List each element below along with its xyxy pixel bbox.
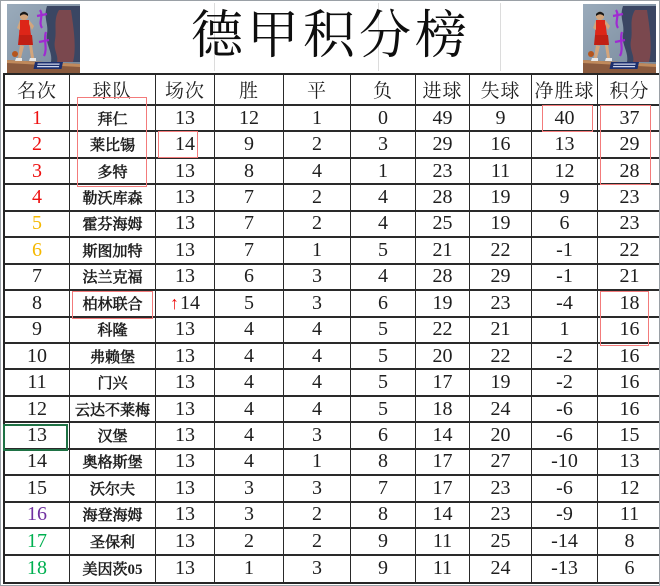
points-cell[interactable]: 23 <box>598 212 660 238</box>
goals-against-cell[interactable]: 19 <box>470 185 532 211</box>
played-cell[interactable]: 13 <box>156 318 215 344</box>
team-cell[interactable]: 多特 <box>70 159 156 185</box>
goals-against-cell[interactable]: 21 <box>470 318 532 344</box>
goal-diff-cell[interactable]: -6 <box>532 423 598 449</box>
played-cell[interactable]: 13 <box>156 450 215 476</box>
column-header-loss[interactable]: 负 <box>351 75 416 106</box>
played-cell[interactable]: 13 <box>156 265 215 291</box>
played-cell[interactable]: 13 <box>156 529 215 555</box>
loss-cell[interactable]: 5 <box>351 397 416 423</box>
goals-for-cell[interactable]: 19 <box>416 291 470 317</box>
column-header-draw[interactable]: 平 <box>284 75 351 106</box>
goals-against-cell[interactable]: 19 <box>470 370 532 396</box>
played-cell[interactable]: 13 <box>156 556 215 582</box>
goals-against-cell[interactable]: 23 <box>470 291 532 317</box>
rank-cell[interactable]: 6 <box>5 238 70 264</box>
goal-diff-cell[interactable]: -2 <box>532 370 598 396</box>
goals-for-cell[interactable]: 28 <box>416 185 470 211</box>
loss-cell[interactable]: 7 <box>351 476 416 502</box>
page-title: 德甲积分榜 <box>190 8 471 65</box>
draw-cell[interactable]: 2 <box>284 185 351 211</box>
win-cell[interactable]: 7 <box>215 212 284 238</box>
rank-cell[interactable]: 13 <box>5 423 70 449</box>
goal-diff-cell[interactable]: 6 <box>532 212 598 238</box>
loss-cell[interactable]: 5 <box>351 344 416 370</box>
points-cell[interactable]: 21 <box>598 265 660 291</box>
goals-for-cell[interactable]: 22 <box>416 318 470 344</box>
team-cell[interactable]: 汉堡 <box>70 423 156 449</box>
points-cell[interactable]: 6 <box>598 556 660 582</box>
played-cell[interactable]: 13 <box>156 370 215 396</box>
goals-for-cell[interactable]: 14 <box>416 423 470 449</box>
goals-against-cell[interactable]: 29 <box>470 265 532 291</box>
draw-cell[interactable]: 3 <box>284 556 351 582</box>
draw-cell[interactable]: 4 <box>284 397 351 423</box>
column-header-win[interactable]: 胜 <box>215 75 284 106</box>
rank-cell[interactable]: 1 <box>5 106 70 132</box>
goals-against-cell[interactable]: 11 <box>470 159 532 185</box>
team-cell[interactable]: 奥格斯堡 <box>70 450 156 476</box>
rank-cell[interactable]: 11 <box>5 370 70 396</box>
points-cell[interactable]: 11 <box>598 503 660 529</box>
rank-up-arrow-icon: ↑ <box>170 293 179 314</box>
loss-cell[interactable]: 5 <box>351 238 416 264</box>
goals-against-cell[interactable]: 25 <box>470 529 532 555</box>
goals-for-cell[interactable]: 17 <box>416 476 470 502</box>
goal-diff-cell[interactable]: -2 <box>532 344 598 370</box>
loss-cell[interactable]: 8 <box>351 503 416 529</box>
points-cell[interactable]: 16 <box>598 344 660 370</box>
column-header-goals-for[interactable]: 进球 <box>416 75 470 106</box>
loss-cell[interactable]: 4 <box>351 212 416 238</box>
goals-for-cell[interactable]: 14 <box>416 503 470 529</box>
goals-against-cell[interactable]: 19 <box>470 212 532 238</box>
points-cell[interactable]: 15 <box>598 423 660 449</box>
points-cell[interactable]: 18 <box>598 291 660 317</box>
team-cell[interactable]: 斯图加特 <box>70 238 156 264</box>
win-cell[interactable]: 3 <box>215 503 284 529</box>
draw-cell[interactable]: 2 <box>284 503 351 529</box>
points-cell[interactable]: 12 <box>598 476 660 502</box>
goals-against-cell[interactable]: 22 <box>470 238 532 264</box>
rank-cell[interactable]: 7 <box>5 265 70 291</box>
draw-cell[interactable]: 2 <box>284 529 351 555</box>
rank-cell[interactable]: 8 <box>5 291 70 317</box>
win-cell[interactable]: 9 <box>215 132 284 158</box>
win-cell[interactable]: 7 <box>215 238 284 264</box>
loss-cell[interactable]: 0 <box>351 106 416 132</box>
goals-for-cell[interactable]: 17 <box>416 370 470 396</box>
goal-diff-cell[interactable]: -1 <box>532 238 598 264</box>
rank-cell[interactable]: 16 <box>5 503 70 529</box>
slam-dunk-artwork-right <box>583 4 656 74</box>
column-header-goal-diff[interactable]: 净胜球 <box>532 75 598 106</box>
column-header-team[interactable]: 球队 <box>70 75 156 106</box>
played-cell[interactable]: 13 <box>156 159 215 185</box>
goal-diff-cell[interactable]: 9 <box>532 185 598 211</box>
played-cell[interactable]: 13 <box>156 397 215 423</box>
loss-cell[interactable]: 4 <box>351 265 416 291</box>
draw-cell[interactable]: 4 <box>284 344 351 370</box>
goals-for-cell[interactable]: 23 <box>416 159 470 185</box>
points-cell[interactable]: 28 <box>598 159 660 185</box>
team-cell[interactable]: 勒沃库森 <box>70 185 156 211</box>
goals-against-cell[interactable]: 9 <box>470 106 532 132</box>
rank-cell[interactable]: 3 <box>5 159 70 185</box>
loss-cell[interactable]: 6 <box>351 423 416 449</box>
win-cell[interactable]: 5 <box>215 291 284 317</box>
draw-cell[interactable]: 1 <box>284 450 351 476</box>
loss-cell[interactable]: 3 <box>351 132 416 158</box>
team-cell[interactable]: 海登海姆 <box>70 503 156 529</box>
goals-for-cell[interactable]: 18 <box>416 397 470 423</box>
points-cell[interactable]: 13 <box>598 450 660 476</box>
team-cell[interactable]: 门兴 <box>70 370 156 396</box>
goal-diff-cell[interactable]: -9 <box>532 503 598 529</box>
rank-cell[interactable]: 12 <box>5 397 70 423</box>
win-cell[interactable]: 6 <box>215 265 284 291</box>
goals-for-cell[interactable]: 20 <box>416 344 470 370</box>
draw-cell[interactable]: 2 <box>284 132 351 158</box>
win-cell[interactable]: 8 <box>215 159 284 185</box>
column-header-rank[interactable]: 名次 <box>5 75 70 106</box>
goals-for-cell[interactable]: 17 <box>416 450 470 476</box>
draw-cell[interactable]: 3 <box>284 265 351 291</box>
played-cell[interactable]: 13 <box>156 238 215 264</box>
goals-against-cell[interactable]: 22 <box>470 344 532 370</box>
rank-cell[interactable]: 10 <box>5 344 70 370</box>
team-cell[interactable]: 云达不莱梅 <box>70 397 156 423</box>
played-cell[interactable]: 14 <box>156 132 215 158</box>
points-cell[interactable]: 22 <box>598 238 660 264</box>
goals-for-cell[interactable]: 28 <box>416 265 470 291</box>
goals-for-cell[interactable]: 49 <box>416 106 470 132</box>
win-cell[interactable]: 1 <box>215 556 284 582</box>
team-cell[interactable]: 拜仁 <box>70 106 156 132</box>
loss-cell[interactable]: 6 <box>351 291 416 317</box>
goals-against-cell[interactable]: 23 <box>470 503 532 529</box>
win-cell[interactable]: 4 <box>215 423 284 449</box>
win-cell[interactable]: 2 <box>215 529 284 555</box>
goals-against-cell[interactable]: 16 <box>470 132 532 158</box>
team-cell[interactable]: 圣保利 <box>70 529 156 555</box>
played-cell[interactable]: 13 <box>156 212 215 238</box>
rank-cell[interactable]: 18 <box>5 556 70 582</box>
points-cell[interactable]: 16 <box>598 370 660 396</box>
played-cell[interactable]: 13 <box>156 106 215 132</box>
team-cell[interactable]: 法兰克福 <box>70 265 156 291</box>
standings-table <box>3 73 659 584</box>
loss-cell[interactable]: 9 <box>351 556 416 582</box>
goal-diff-cell[interactable]: -4 <box>532 291 598 317</box>
goal-diff-cell[interactable]: 12 <box>532 159 598 185</box>
played-cell[interactable]: 13 <box>156 423 215 449</box>
draw-cell[interactable]: 4 <box>284 159 351 185</box>
draw-cell[interactable]: 4 <box>284 370 351 396</box>
win-cell[interactable]: 4 <box>215 344 284 370</box>
team-cell[interactable]: 弗赖堡 <box>70 344 156 370</box>
played-cell[interactable]: ↑ 14 <box>156 291 215 317</box>
slam-dunk-artwork-left <box>7 4 80 74</box>
rank-cell[interactable]: 9 <box>5 318 70 344</box>
draw-cell[interactable]: 3 <box>284 291 351 317</box>
loss-cell[interactable]: 1 <box>351 159 416 185</box>
rank-cell[interactable]: 2 <box>5 132 70 158</box>
team-cell[interactable]: 科隆 <box>70 318 156 344</box>
goals-for-cell[interactable]: 11 <box>416 529 470 555</box>
win-cell[interactable]: 4 <box>215 370 284 396</box>
draw-cell[interactable]: 2 <box>284 212 351 238</box>
goal-diff-cell[interactable]: 40 <box>532 106 598 132</box>
goals-against-cell[interactable]: 27 <box>470 450 532 476</box>
goals-for-cell[interactable]: 11 <box>416 556 470 582</box>
team-cell[interactable]: 霍芬海姆 <box>70 212 156 238</box>
goal-diff-cell[interactable]: -1 <box>532 265 598 291</box>
goals-against-cell[interactable]: 24 <box>470 397 532 423</box>
win-cell[interactable]: 12 <box>215 106 284 132</box>
goals-against-cell[interactable]: 23 <box>470 476 532 502</box>
played-cell[interactable]: 13 <box>156 344 215 370</box>
loss-cell[interactable]: 5 <box>351 318 416 344</box>
column-header-goals-against[interactable]: 失球 <box>470 75 532 106</box>
goal-diff-cell[interactable]: -14 <box>532 529 598 555</box>
goals-for-cell[interactable]: 25 <box>416 212 470 238</box>
draw-cell[interactable]: 1 <box>284 106 351 132</box>
goals-for-cell[interactable]: 21 <box>416 238 470 264</box>
rank-cell[interactable]: 5 <box>5 212 70 238</box>
win-cell[interactable]: 4 <box>215 450 284 476</box>
win-cell[interactable]: 3 <box>215 476 284 502</box>
loss-cell[interactable]: 4 <box>351 185 416 211</box>
team-cell[interactable]: 莱比锡 <box>70 132 156 158</box>
points-cell[interactable]: 23 <box>598 185 660 211</box>
goal-diff-cell[interactable]: 13 <box>532 132 598 158</box>
column-header-played[interactable]: 场次 <box>156 75 215 106</box>
rank-cell[interactable]: 17 <box>5 529 70 555</box>
team-cell[interactable]: 美因茨05 <box>70 556 156 582</box>
title-band <box>1 1 660 73</box>
points-cell[interactable]: 16 <box>598 397 660 423</box>
win-cell[interactable]: 4 <box>215 318 284 344</box>
loss-cell[interactable]: 5 <box>351 370 416 396</box>
rank-cell[interactable]: 15 <box>5 476 70 502</box>
goal-diff-cell[interactable]: -13 <box>532 556 598 582</box>
points-cell[interactable]: 29 <box>598 132 660 158</box>
goals-for-cell[interactable]: 29 <box>416 132 470 158</box>
column-header-points[interactable]: 积分 <box>598 75 660 106</box>
loss-cell[interactable]: 9 <box>351 529 416 555</box>
win-cell[interactable]: 7 <box>215 185 284 211</box>
win-cell[interactable]: 4 <box>215 397 284 423</box>
goal-diff-cell[interactable]: 1 <box>532 318 598 344</box>
points-cell[interactable]: 8 <box>598 529 660 555</box>
points-cell[interactable]: 37 <box>598 106 660 132</box>
team-cell[interactable]: 柏林联合 <box>70 291 156 317</box>
team-cell[interactable]: 沃尔夫 <box>70 476 156 502</box>
goal-diff-cell[interactable]: -10 <box>532 450 598 476</box>
draw-cell[interactable]: 4 <box>284 318 351 344</box>
played-cell[interactable]: 13 <box>156 185 215 211</box>
goals-against-cell[interactable]: 20 <box>470 423 532 449</box>
draw-cell[interactable]: 3 <box>284 423 351 449</box>
goal-diff-cell[interactable]: -6 <box>532 476 598 502</box>
goal-diff-cell[interactable]: -6 <box>532 397 598 423</box>
points-cell[interactable]: 16 <box>598 318 660 344</box>
draw-cell[interactable]: 3 <box>284 476 351 502</box>
loss-cell[interactable]: 8 <box>351 450 416 476</box>
draw-cell[interactable]: 1 <box>284 238 351 264</box>
goals-against-cell[interactable]: 24 <box>470 556 532 582</box>
played-cell[interactable]: 13 <box>156 476 215 502</box>
played-cell[interactable]: 13 <box>156 503 215 529</box>
rank-cell[interactable]: 4 <box>5 185 70 211</box>
rank-cell[interactable]: 14 <box>5 450 70 476</box>
